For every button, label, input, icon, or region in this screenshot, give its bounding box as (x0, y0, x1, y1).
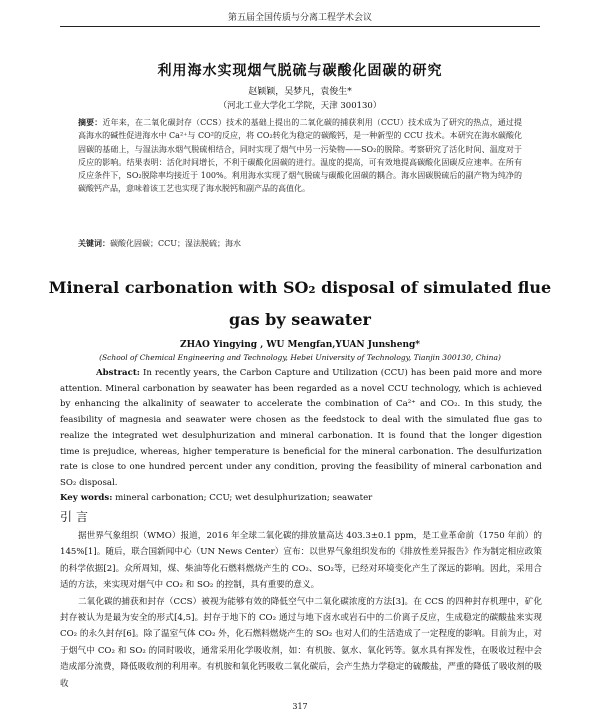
english-abstract-text: In recently years, the Carbon Capture and Utilization (CCU) has been paid more and more attention. Mineral carbonation by seawater has been regarded as a novel CCU technology, which is achieved by enhancing the alkalinity of seawater to accelerate the combination of Ca²⁺ and CO₂. In this study, the feasibility of magnesia and seawater were chosen as the feedstock to deal with the simulated flue gas to realize the integrated wet desulphurization and mineral carbonation. It is found that the longer digestion time is prejudice, whereas, higher temperature is beneficial for the mineral carbonation. The desulfurization rate is close to one hundred percent under any condition, proving the feasibility of mineral carbonation and SO₂ disposal. (60, 368, 542, 488)
chinese-keywords (78, 238, 522, 249)
english-keywords-label: Key words: (60, 493, 113, 503)
chinese-keywords-label: 关键词： (78, 238, 110, 248)
english-title: Mineral carbonation with SO₂ disposal of simulated flue gas by seawater (48, 278, 552, 329)
body-text (60, 528, 542, 692)
chinese-authors: 赵颖颖，吴梦凡，袁俊生* (248, 87, 352, 97)
running-head: 第五届全国传质与分离工程学术会议 (227, 13, 372, 23)
english-abstract-label: Abstract: (96, 368, 140, 378)
english-affiliation: (School of Chemical Engineering and Technology, Hebei University of Technology, Tianjin 300130, China) (99, 353, 501, 362)
page-number: 317 (292, 702, 308, 711)
header-rule (60, 26, 540, 27)
english-keywords (60, 493, 542, 503)
section-heading-introduction: 引言 (60, 510, 93, 524)
chinese-abstract-text: 近年来，在二氧化碳封存（CCS）技术的基础上提出的二氧化碳的捕获利用（CCU）技术成为了研究的热点，通过提高海水的碱性促进海水中 Ca²⁺与 CO²的反应，将 CO₂转化为稳定的碳酸钙，是一种新型的 CCU 技术。本研究在海水碳酸化固碳的基础上，与湿法海水烟气脱硫相结合，同时实现了烟气中另一污染物——SO₂的脱除。考察研究了活化时间、温度对于反应的影响。结果表明：活化时间增长，不利于碳酸化固碳的进行。温度的提高，可有效地提高碳酸化固碳反应速率。在所有反应条件下，SO₂脱除率均接近于 100%。利用海水实现了烟气脱硫与碳酸化固碳的耦合。海水固碳脱硫后的副产物为纯净的碳酸钙产品，意味着该工艺也实现了海水脱钙和副产品的高值化。 (78, 118, 523, 194)
english-abstract (60, 366, 542, 492)
body-paragraph: 据世界气象组织（WMO）报道，2016 年全球二氧化碳的排放量高达 403.3±0.1 ppm，是工业革命前（1750 年前）的 145%[1]。随后，联合国新闻中心（UN News Center）宣布：以世界气象组织发布的《排放性差异报告》作为制定相应政策的科学依据[2]。众所周知，煤、柴油等化石燃料燃烧产生的 CO₂、SO₂等，已经对环境变化产生了深远的影响。因此，采用合适的方法，来实现对烟气中 CO₂ 和 SO₂ 的控制，具有重要的意义。 (60, 531, 542, 591)
english-keywords-text: mineral carbonation; CCU; wet desulphurization; seawater (115, 493, 373, 503)
chinese-title: 利用海水实现烟气脱硫与碳酸化固碳的研究 (157, 63, 443, 79)
chinese-abstract (78, 116, 522, 196)
english-authors: ZHAO Yingying , WU Mengfan,YUAN Junsheng* (180, 340, 420, 350)
chinese-keywords-text: 碳酸化固碳；CCU；湿法脱硫；海水 (110, 239, 241, 248)
chinese-affiliation: （河北工业大学化工学院，天津 300130） (218, 101, 382, 111)
body-paragraph: 二氧化碳的捕获和封存（CCS）被视为能够有效的降低空气中二氧化碳浓度的方法[3]。在 CCS 的四种封存机理中，矿化封存被认为是最为安全的形式[4,5]。封存于地下的 CO₂ 通过与地下卤水或岩石中的二价离子反应，生成稳定的碳酸盐来实现 CO₂ 的永久封存[6]。除了温室气体 CO₂ 外，化石燃料燃烧产生的 SO₂ 也对人们的生活造成了一定程度的影响。目前为止，对于烟气中 CO₂ 和 SO₂ 的同时吸收，通常采用化学吸收剂，如：有机胺、氨水、氧化钙等。氨水具有挥发性，在吸收过程中会造成部分流费，降低吸收剂的利用率。有机胺和氧化钙吸收二氧化碳后，会产生热力学稳定的硫酸盐，严重的降低了吸收剂的吸收 (60, 596, 542, 689)
chinese-abstract-label: 摘要： (78, 117, 103, 127)
